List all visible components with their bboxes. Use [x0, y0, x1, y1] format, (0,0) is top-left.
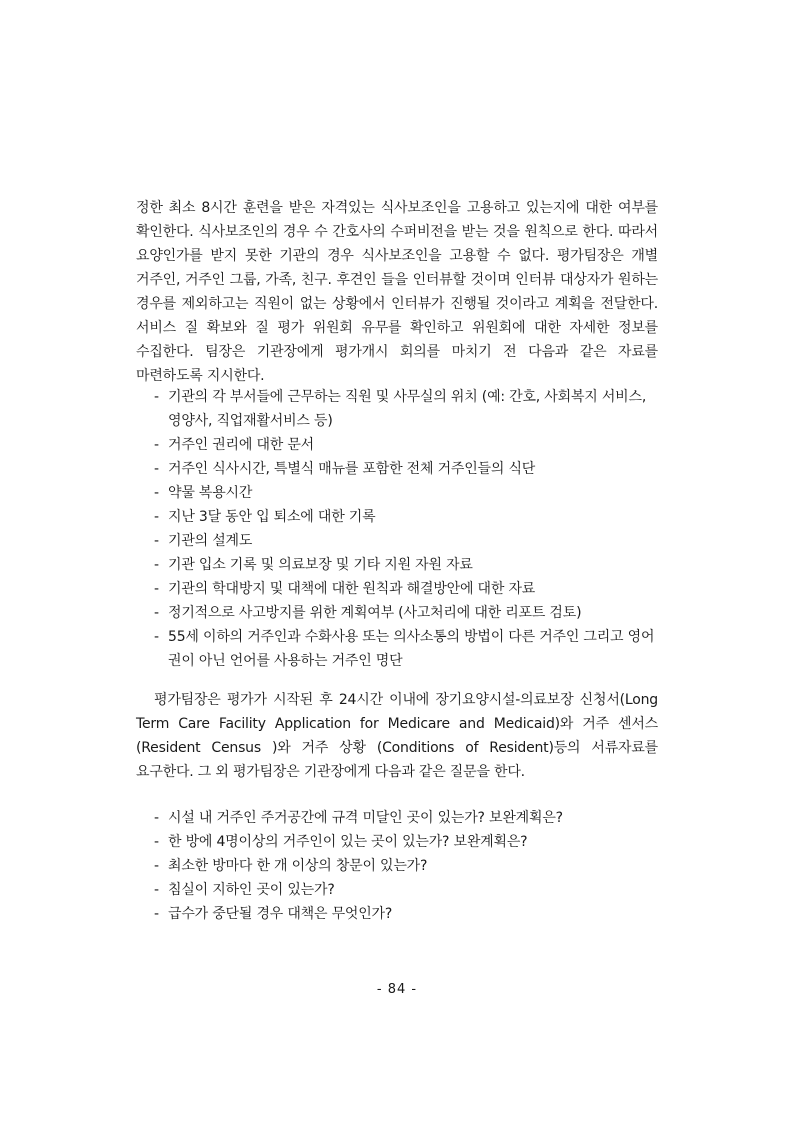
- list-item-text: 시설 내 거주인 주거공간에 규격 미달인 곳이 있는가? 보완계획은?: [168, 810, 563, 826]
- list-item: [154, 878, 660, 902]
- list-item-text: 정기적으로 사고방지를 위한 계획여부 (사고처리에 대한 리포트 검토): [168, 605, 582, 621]
- list-item: [154, 625, 660, 673]
- list-item: [154, 385, 660, 433]
- list-item-text: 약물 복용시간: [168, 485, 253, 501]
- list-item-text: 급수가 중단될 경우 대책은 무엇인가?: [168, 906, 393, 922]
- list-bullet: -: [154, 906, 159, 922]
- list-bullet: -: [154, 485, 159, 501]
- list-item-text: 최소한 방마다 한 개 이상의 창문이 있는가?: [168, 858, 428, 874]
- list-item: [154, 481, 660, 505]
- list-item: [154, 529, 660, 553]
- list-item: [154, 830, 660, 854]
- list-item-text: 거주인 권리에 대한 문서: [168, 437, 314, 453]
- list-bullet: -: [154, 629, 159, 645]
- list-item-text: 기관 입소 기록 및 의료보장 및 기타 지원 자원 자료: [168, 557, 473, 573]
- list-item: [154, 553, 660, 577]
- list-bullet: -: [154, 834, 159, 850]
- list-item: [154, 902, 660, 926]
- list-item: [154, 457, 660, 481]
- list-item: [154, 806, 660, 830]
- list-item-text: 지난 3달 동안 입 퇴소에 대한 기록: [168, 509, 376, 525]
- materials-list: [154, 385, 660, 673]
- list-item-text: 한 방에 4명이상의 거주인이 있는 곳이 있는가? 보완계획은?: [168, 834, 528, 850]
- questions-list: [154, 806, 660, 926]
- list-bullet: -: [154, 533, 159, 549]
- list-item-text: 기관의 각 부서들에 근무하는 직원 및 사무실의 위치 (예: 간호, 사회복지 서비스, 영양사, 직업재활서비스 등): [168, 389, 647, 429]
- list-item: [154, 601, 660, 625]
- list-item: [154, 854, 660, 878]
- list-item-text: 침실이 지하인 곳이 있는가?: [168, 882, 335, 898]
- list-item: [154, 505, 660, 529]
- list-item-text: 거주인 식사시간, 특별식 매뉴를 포함한 전체 거주인들의 식단: [168, 461, 536, 477]
- page-number: - 84 -: [376, 982, 418, 997]
- list-bullet: -: [154, 810, 159, 826]
- list-item-text: 55세 이하의 거주인과 수화사용 또는 의사소통의 방법이 다른 거주인 그리고 영어권이 아닌 언어를 사용하는 거주인 명단: [168, 629, 655, 669]
- body-paragraph: 평가팀장은 평가가 시작된 후 24시간 이내에 장기요양시설-의료보장 신청서(Long Term Care Facility Application for Medicare and Medicaid)와 거주 센서스(Resident Census )와 거주 상황 (Conditions of Resident)등의 서류자료를 요구한다. 그 외 평가팀장은 기관장에게 다음과 같은 질문을 한다.: [136, 692, 658, 780]
- list-bullet: -: [154, 557, 159, 573]
- list-bullet: -: [154, 389, 159, 405]
- list-item: [154, 577, 660, 601]
- list-item: [154, 433, 660, 457]
- list-bullet: -: [154, 605, 159, 621]
- list-bullet: -: [154, 858, 159, 874]
- list-bullet: -: [154, 882, 159, 898]
- list-bullet: -: [154, 509, 159, 525]
- list-bullet: -: [154, 461, 159, 477]
- body-paragraph: 정한 최소 8시간 훈련을 받은 자격있는 식사보조인을 고용하고 있는지에 대한 여부를 확인한다. 식사보조인의 경우 수 간호사의 수퍼비전을 받는 것을 원칙으로 한다. 따라서 요양인가를 받지 못한 기관의 경우 식사보조인을 고용할 수 없다. 평가팀장은 개별 거주인, 거주인 그룹, 가족, 친구. 후견인 들을 인터뷰할 것이며 인터뷰 대상자가 원하는 경우를 제외하고는 직원이 없는 상황에서 인터뷰가 진행될 것이라고 계획을 전달한다. 서비스 질 확보와 질 평가 위원회 유무를 확인하고 위원회에 대한 자세한 정보를 수집한다. 팀장은 기관장에게 평가개시 회의를 마치기 전 다음과 같은 자료를 마련하도록 지시한다.: [136, 200, 658, 384]
- list-item-text: 기관의 설계도: [168, 533, 253, 549]
- list-item-text: 기관의 학대방지 및 대책에 대한 원칙과 해결방안에 대한 자료: [168, 581, 536, 597]
- list-bullet: -: [154, 437, 159, 453]
- list-bullet: -: [154, 581, 159, 597]
